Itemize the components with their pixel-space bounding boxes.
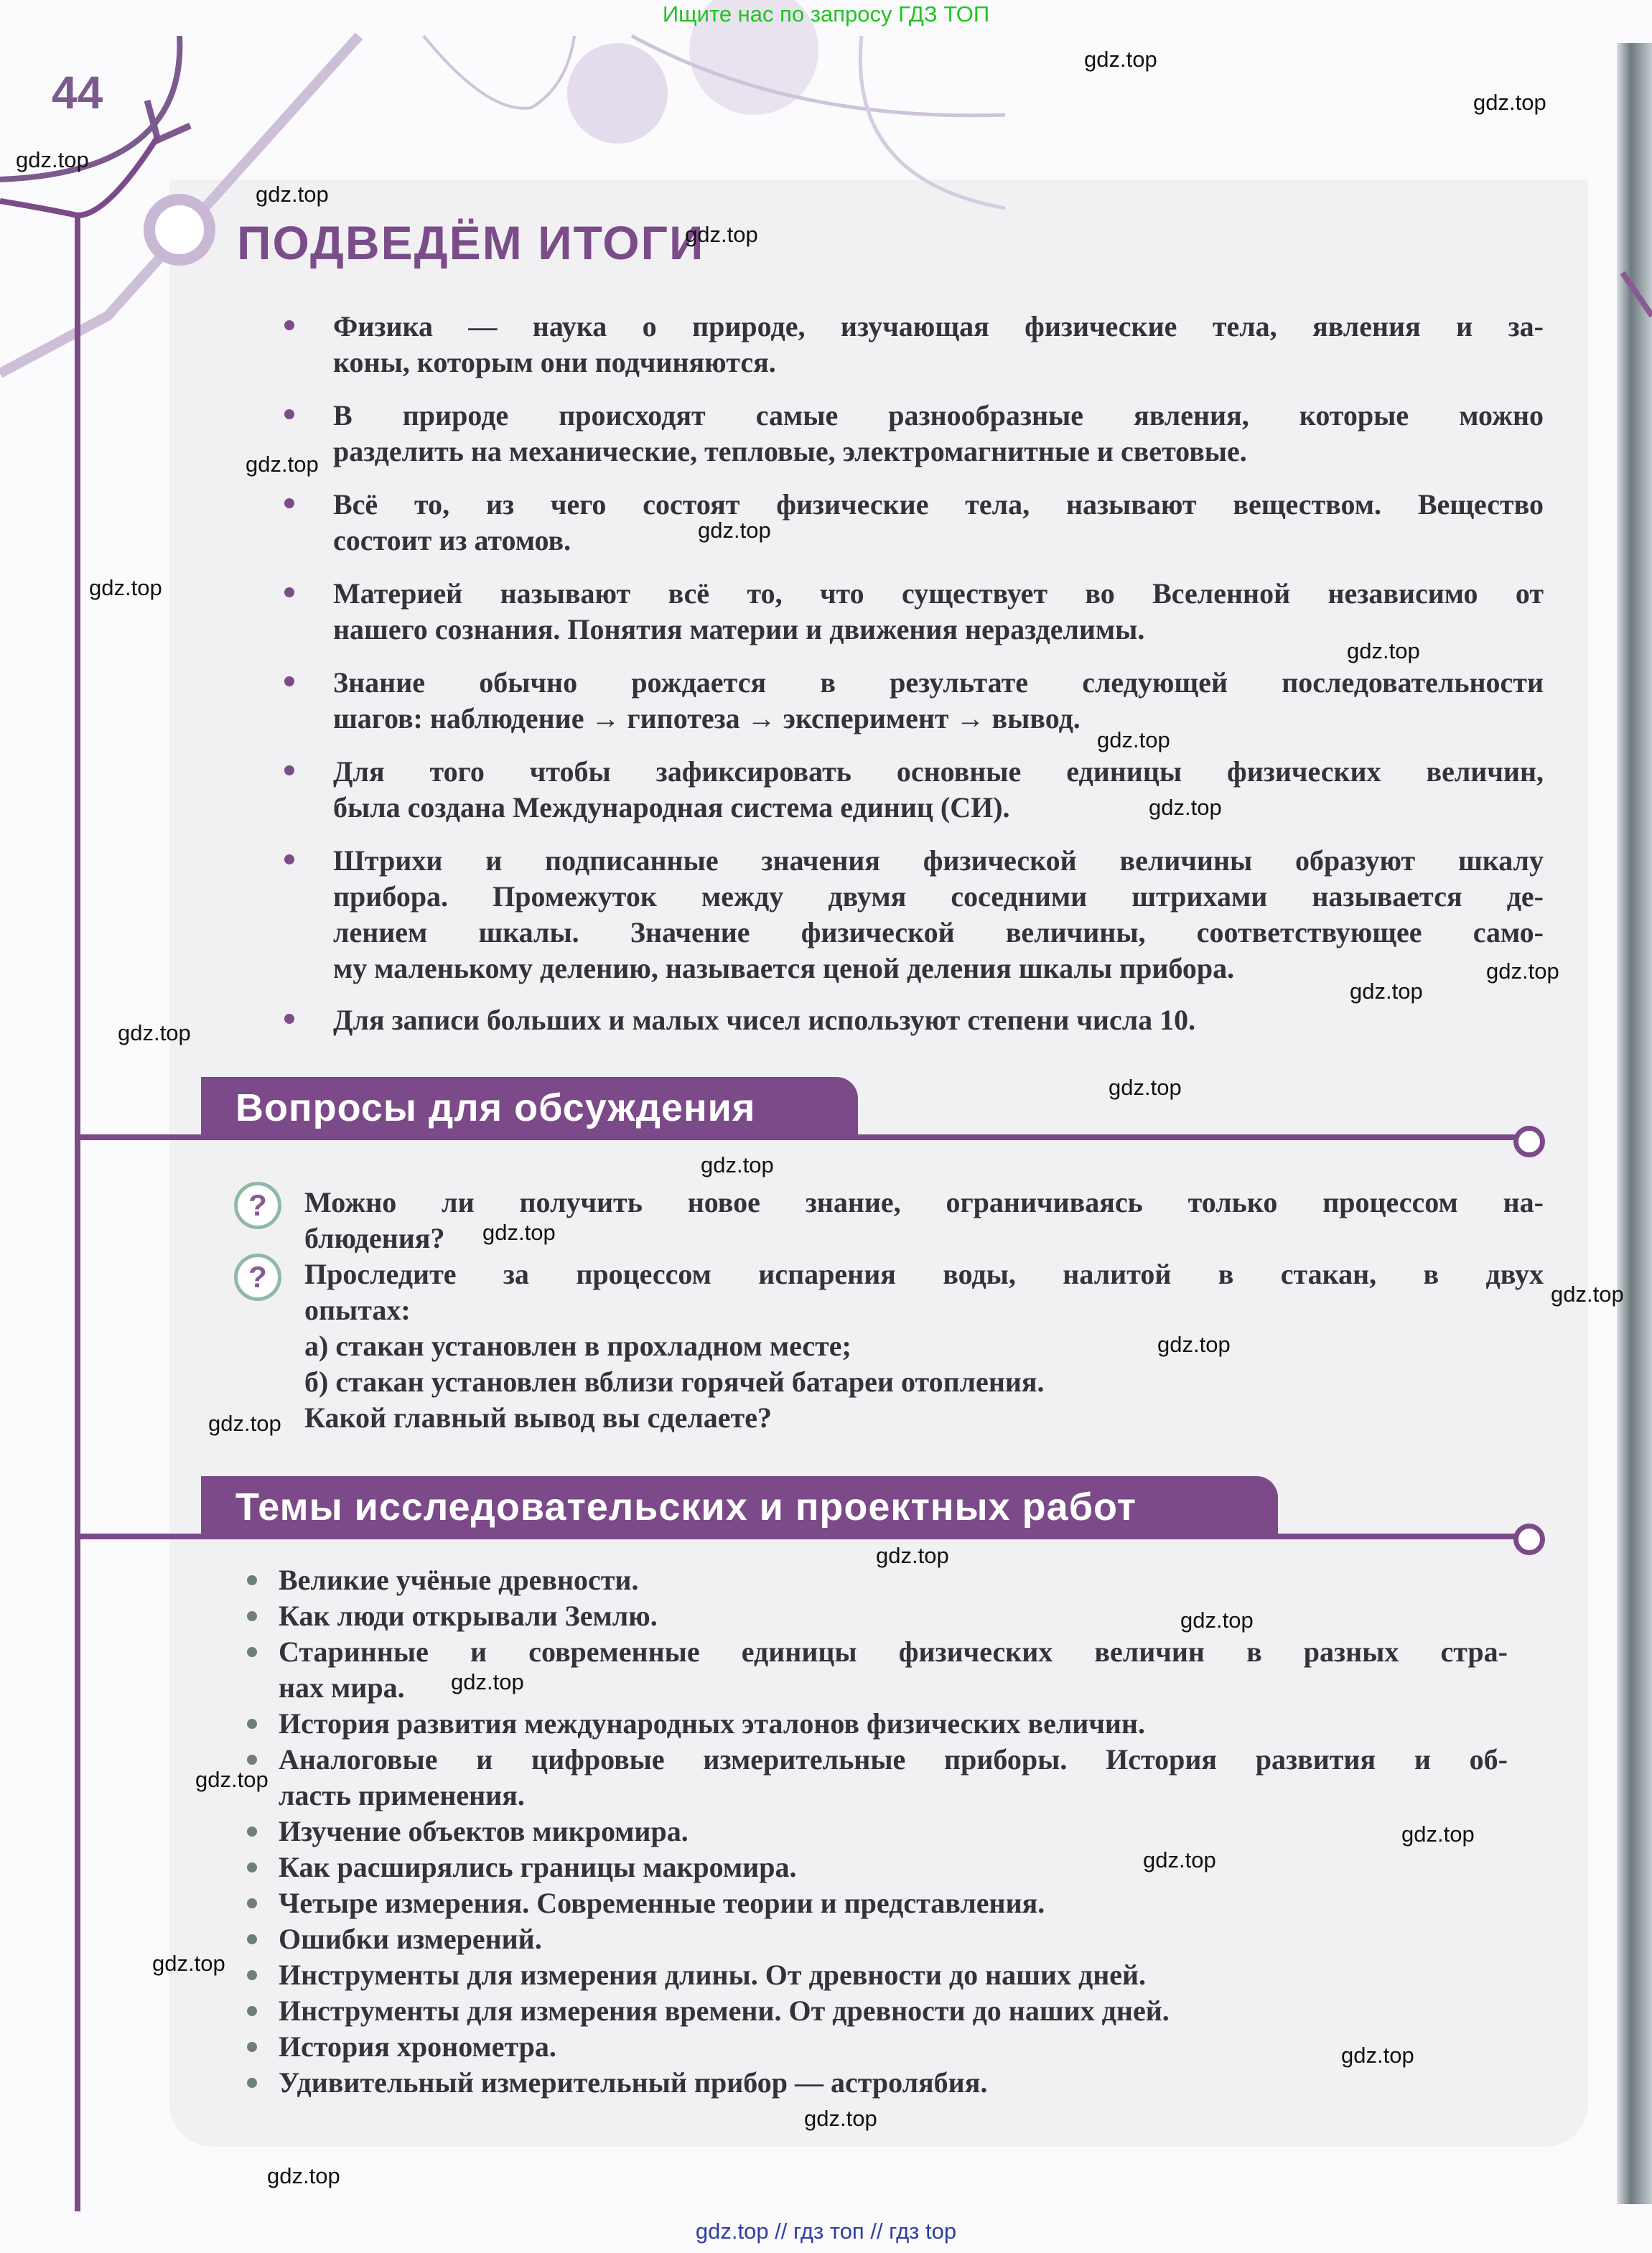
- watermark-text: gdz.top: [208, 1411, 281, 1436]
- watermark-text: gdz.top: [246, 452, 319, 477]
- watermark-text: gdz.top: [195, 1767, 269, 1792]
- question-line: б) стакан установлен вблизи горячей батареи отопления.: [304, 1366, 1045, 1398]
- project-topic-line: Инструменты для измерения времени. От древности до наших дней.: [279, 1995, 1170, 2027]
- summary-item-line: В природе происходят самые разнообразные явления, которые можно: [333, 399, 1544, 432]
- bullet-icon: [247, 1647, 257, 1657]
- watermark-text: gdz.top: [1097, 727, 1170, 752]
- watermark-text: gdz.top: [451, 1669, 524, 1694]
- watermark-text: gdz.top: [152, 1951, 225, 1976]
- watermark-text: gdz.top: [1551, 1282, 1624, 1307]
- summary-item-line: разделить на механические, тепловые, электромагнитные и световые.: [333, 435, 1247, 467]
- watermark-text: gdz.top: [804, 2106, 877, 2131]
- watermark-text: gdz.top: [1149, 795, 1222, 820]
- watermark-text: gdz.top: [1084, 47, 1157, 72]
- ring-icon: [1513, 1126, 1545, 1157]
- question-line: Можно ли получить новое знание, ограничиваясь только процессом на-: [304, 1186, 1544, 1218]
- summary-item-line: лением шкалы. Значение физической величины, соответствующее само-: [333, 916, 1544, 948]
- question-line: Проследите за процессом испарения воды, налитой в стакан, в двух: [304, 1258, 1544, 1290]
- watermark-text: gdz.top: [876, 1543, 949, 1568]
- project-topic-line: Старинные и современные единицы физических величин в разных стра-: [279, 1636, 1508, 1668]
- bullet-icon: [247, 1827, 257, 1837]
- bullet-icon: [247, 1898, 257, 1908]
- deco-ring: [149, 200, 210, 260]
- watermark-text: gdz.top: [1157, 1332, 1231, 1357]
- bullet-icon: [247, 2042, 257, 2052]
- watermark-text: gdz.top: [1486, 958, 1559, 984]
- project-topic-line: Как люди открывали Землю.: [279, 1600, 658, 1632]
- project-topic-line: Четыре измерения. Современные теории и представления.: [279, 1887, 1045, 1919]
- watermark-text: gdz.top: [685, 222, 758, 247]
- bullet-icon: [247, 1719, 257, 1729]
- watermark-text: gdz.top: [698, 518, 771, 543]
- question-line: опытах:: [304, 1294, 411, 1326]
- page-number: 44: [52, 67, 103, 118]
- watermark-text: gdz.top: [1180, 1608, 1254, 1633]
- question-line: Какой главный вывод вы сделаете?: [304, 1401, 772, 1434]
- watermark-text: gdz.top: [1473, 90, 1546, 115]
- watermark-text: gdz.top: [1347, 638, 1420, 663]
- summary-item-line: Знание обычно рождается в результате следующей последовательности: [333, 666, 1544, 699]
- bullet-icon: [284, 676, 294, 686]
- summary-item-line: Для того чтобы зафиксировать основные единицы физических величин,: [333, 755, 1544, 788]
- search-banner[interactable]: Ищите нас по запросу ГДЗ ТОП: [662, 1, 990, 27]
- footer-links[interactable]: gdz.top // гдз топ // гдз top: [695, 2219, 957, 2244]
- bullet-icon: [247, 1862, 257, 1872]
- summary-item-line: Физика — наука о природе, изучающая физические тела, явления и за-: [333, 310, 1544, 342]
- summary-item-line: Всё то, из чего состоят физические тела, называют веществом. Вещество: [333, 488, 1544, 521]
- project-topic-line: Ошибки измерений.: [279, 1923, 542, 1955]
- bullet-icon: [247, 1934, 257, 1944]
- watermark-text: gdz.top: [267, 2163, 340, 2188]
- watermark-text: gdz.top: [16, 147, 89, 172]
- bullet-icon: [284, 1014, 294, 1024]
- section-title-summary: ПОДВЕДЁМ ИТОГИ: [237, 216, 705, 269]
- summary-item-line: была создана Международная система единиц (СИ).: [333, 791, 1010, 824]
- summary-item-line: коны, которым они подчиняются.: [333, 346, 776, 378]
- watermark-text: gdz.top: [1350, 979, 1423, 1004]
- project-topic-line: ласть применения.: [279, 1779, 525, 1811]
- project-topic-line: Аналоговые и цифровые измерительные приборы. История развития и об-: [279, 1743, 1508, 1776]
- question-bubble-icon: ?: [234, 1182, 281, 1229]
- bullet-icon: [284, 587, 294, 597]
- watermark-text: gdz.top: [482, 1220, 556, 1245]
- bullet-icon: [284, 854, 294, 864]
- bullet-icon: [284, 765, 294, 775]
- project-topic-line: Как расширялись границы макромира.: [279, 1851, 797, 1883]
- section-title-projects: Темы исследовательских и проектных работ: [201, 1476, 1278, 1538]
- summary-item-line: му маленькому делению, называется ценой деления шкалы прибора.: [333, 952, 1235, 984]
- watermark-text: gdz.top: [118, 1020, 191, 1045]
- project-topic-line: Изучение объектов микромира.: [279, 1815, 689, 1847]
- project-topic-line: История развития международных эталонов физических величин.: [279, 1707, 1145, 1740]
- project-topic-line: Великие учёные древности.: [279, 1564, 639, 1596]
- watermark-text: gdz.top: [256, 182, 329, 207]
- summary-item-line: Для записи больших и малых чисел используют степени числа 10.: [333, 1004, 1196, 1036]
- summary-item-line: Штрихи и подписанные значения физической величины образуют шкалу: [333, 844, 1544, 877]
- bullet-icon: [247, 1970, 257, 1980]
- deco-circle: [567, 43, 668, 144]
- summary-item-line: нашего сознания. Понятия материи и движения неразделимы.: [333, 613, 1145, 645]
- project-topic-line: История хронометра.: [279, 2030, 556, 2063]
- summary-item-line: Материей называют всё то, что существует во Вселенной независимо от: [333, 577, 1544, 610]
- project-topic-line: Удивительный измерительный прибор — астролябия.: [279, 2066, 988, 2099]
- watermark-text: gdz.top: [1109, 1075, 1182, 1100]
- watermark-text: gdz.top: [701, 1152, 774, 1177]
- watermark-text: gdz.top: [1401, 1821, 1475, 1847]
- summary-item-line: состоит из атомов.: [333, 524, 571, 556]
- section-title-questions: Вопросы для обсуждения: [201, 1077, 858, 1139]
- watermark-text: gdz.top: [1143, 1847, 1216, 1872]
- bullet-icon: [247, 1575, 257, 1585]
- watermark-text: gdz.top: [1341, 2043, 1414, 2068]
- bullet-icon: [247, 1755, 257, 1765]
- question-bubble-icon: ?: [234, 1254, 281, 1301]
- summary-item-line: прибора. Промежуток между двумя соседними штрихами называется де-: [333, 880, 1544, 913]
- summary-item-line: шагов: наблюдение → гипотеза → эксперимент → вывод.: [333, 702, 1081, 734]
- bullet-icon: [247, 2078, 257, 2088]
- question-line: блюдения?: [304, 1222, 445, 1254]
- project-topic-line: Инструменты для измерения длины. От древности до наших дней.: [279, 1959, 1147, 1991]
- bullet-icon: [247, 2006, 257, 2016]
- bullet-icon: [284, 320, 294, 330]
- bullet-icon: [284, 498, 294, 508]
- bullet-icon: [284, 409, 294, 419]
- bullet-icon: [247, 1611, 257, 1621]
- project-topic-line: нах мира.: [279, 1671, 405, 1704]
- watermark-text: gdz.top: [89, 575, 162, 600]
- question-line: а) стакан установлен в прохладном месте;: [304, 1330, 851, 1362]
- ring-icon: [1513, 1524, 1545, 1555]
